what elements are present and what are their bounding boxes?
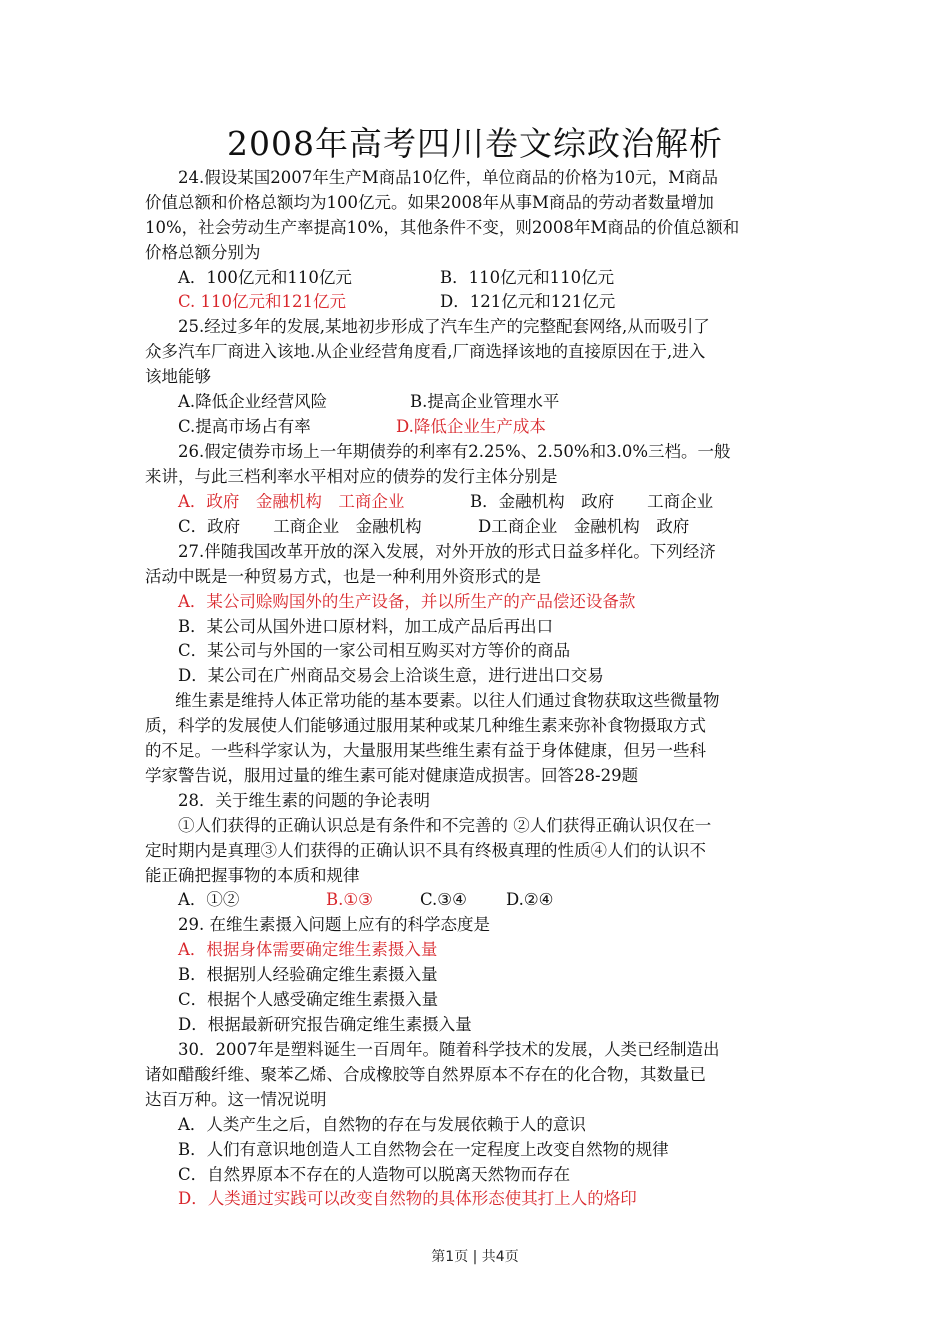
q29-stem: 29. 在维生素摄入问题上应有的科学态度是	[178, 915, 490, 934]
q24-option-b: B．110亿元和110亿元	[440, 268, 615, 287]
q27-stem-line: 活动中既是一种贸易方式，也是一种利用外资形式的是	[145, 567, 541, 586]
q29-option-c: C．根据个人感受确定维生素摄入量	[178, 990, 439, 1009]
q28-stem-line: 定时期内是真理③人们获得的正确认识不具有终极真理的性质④人们的认识不	[145, 841, 706, 860]
q27-option-a-answer: A．某公司赊购国外的生产设备，并以所生产的产品偿还设备款	[178, 592, 636, 611]
q26-option-c: C．政府 工商企业 金融机构	[178, 517, 422, 536]
q27-stem-line: 27.伴随我国改革开放的深入发展，对外开放的形式日益多样化。下列经济	[178, 542, 716, 561]
q27-option-d: D．某公司在广州商品交易会上洽谈生意，进行进出口交易	[178, 666, 604, 685]
q30-option-b: B．人们有意识地创造人工自然物会在一定程度上改变自然物的规律	[178, 1140, 669, 1159]
page-footer: 第1页 | 共4页	[431, 1249, 519, 1265]
q28-option-a: A．①②	[178, 890, 240, 909]
q30-option-d-answer: D．人类通过实践可以改变自然物的具体形态使其打上人的烙印	[178, 1189, 637, 1208]
q30-stem-line: 30．2007年是塑料诞生一百周年。随着科学技术的发展，人类已经制造出	[178, 1040, 720, 1059]
q29-option-a-answer: A．根据身体需要确定维生素摄入量	[178, 940, 438, 959]
passage-line: 的不足。一些科学家认为，大量服用某些维生素有益于身体健康，但另一些科	[145, 741, 706, 760]
q25-option-b: B.提高企业管理水平	[410, 392, 560, 411]
q24-option-c-answer: C. 110亿元和121亿元	[178, 292, 347, 311]
q30-option-c: C．自然界原本不存在的人造物可以脱离天然物而存在	[178, 1165, 571, 1184]
q29-option-b: B．根据别人经验确定维生素摄入量	[178, 965, 438, 984]
q25-option-a: A.降低企业经营风险	[178, 392, 328, 411]
q26-stem-line: 来讲，与此三档利率水平相对应的债券的发行主体分别是	[145, 467, 558, 486]
q24-stem-line: 10%，社会劳动生产率提高10%，其他条件不变，则2008年M商品的价值总额和	[145, 218, 740, 237]
q24-stem-line: 24.假设某国2007年生产M商品10亿件，单位商品的价格为10元，M商品	[178, 168, 719, 187]
q30-stem-line: 达百万种。这一情况说明	[145, 1090, 327, 1109]
q27-option-c: C．某公司与外国的一家公司相互购买对方等价的商品	[178, 641, 571, 660]
q28-stem-line: ①人们获得的正确认识总是有条件和不完善的 ②人们获得正确认识仅在一	[178, 816, 712, 835]
q26-option-b: B．金融机构 政府 工商企业	[470, 492, 714, 511]
q25-option-c: C.提高市场占有率	[178, 417, 311, 436]
q30-stem-line: 诸如醋酸纤维、聚苯乙烯、合成橡胶等自然界原本不存在的化合物，其数量已	[145, 1065, 706, 1084]
q26-option-d: D工商企业 金融机构 政府	[478, 517, 690, 536]
passage-line: 学家警告说，服用过量的维生素可能对健康造成损害。回答28-29题	[145, 766, 639, 785]
passage-line: 质，科学的发展使人们能够通过服用某种或某几种维生素来弥补食物摄取方式	[145, 716, 706, 735]
q28-stem-line: 能正确把握事物的本质和规律	[145, 866, 360, 885]
q28-option-c: C.③④	[420, 890, 467, 909]
q27-option-b: B．某公司从国外进口原材料，加工成产品后再出口	[178, 617, 554, 636]
q25-stem-line: 25.经过多年的发展,某地初步形成了汽车生产的完整配套网络,从而吸引了	[178, 317, 710, 336]
q26-option-a-answer: A．政府 金融机构 工商企业	[178, 492, 405, 511]
q25-option-d-answer: D.降低企业生产成本	[396, 417, 546, 436]
q28-option-b-answer: B.①③	[326, 890, 373, 909]
q25-stem-line: 该地能够	[145, 367, 211, 386]
q24-stem-line: 价值总额和价格总额均为100亿元。如果2008年从事M商品的劳动者数量增加	[145, 193, 714, 212]
q28-option-d: D.②④	[506, 890, 554, 909]
q29-option-d: D．根据最新研究报告确定维生素摄入量	[178, 1015, 472, 1034]
q30-option-a: A．人类产生之后，自然物的存在与发展依赖于人的意识	[178, 1115, 586, 1134]
q25-stem-line: 众多汽车厂商进入该地.从企业经营角度看,厂商选择该地的直接原因在于,进入	[145, 342, 706, 361]
document-title: 2008年高考四川卷文综政治解析	[227, 124, 723, 163]
q24-option-a: A．100亿元和110亿元	[178, 268, 352, 287]
passage-line: 维生素是维持人体正常功能的基本要素。以往人们通过食物获取这些微量物	[175, 691, 720, 710]
q26-stem-line: 26.假定债券市场上一年期债券的利率有2.25%、2.50%和3.0%三档。一般	[178, 442, 731, 461]
q24-option-d: D．121亿元和121亿元	[440, 292, 616, 311]
q24-stem-line: 价格总额分别为	[145, 243, 261, 262]
q28-stem-line: 28．关于维生素的问题的争论表明	[178, 791, 430, 810]
